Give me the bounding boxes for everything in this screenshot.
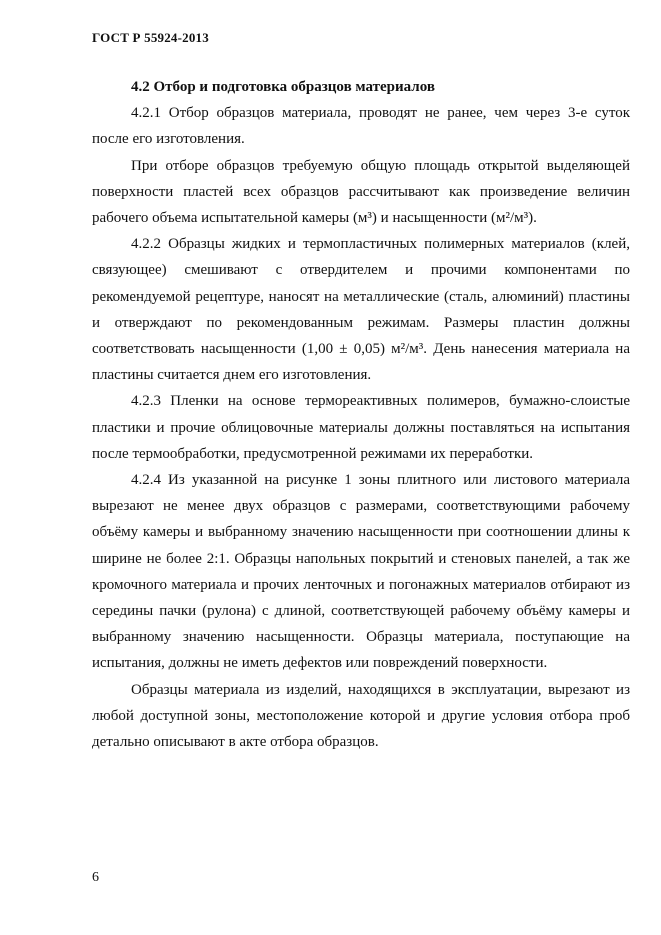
- section-title: 4.2 Отбор и подготовка образцов материалов: [131, 79, 435, 95]
- paragraph-4-2-3: 4.2.3 Пленки на основе термореактивных полимеров, бумажно-слоистые пластики и прочие облицовочные материалы должны поставляться на испытания после термообработки, предусмотренной режимами их переработки.: [92, 393, 630, 462]
- paragraph-4-2-1: 4.2.1 Отбор образцов материала, проводят не ранее, чем через 3-е суток после его изготовления.: [92, 105, 630, 148]
- paragraph-sample-area: При отборе образцов требуемую общую площадь открытой выделяющей поверхности пластей всех образцов рассчитывают как произведение величин рабочего объема испытательной камеры (м³) и насыщенности (м²/м³).: [92, 157, 630, 227]
- standard-header: ГОСТ Р 55924-2013: [92, 30, 209, 45]
- paragraph-4-2-2: 4.2.2 Образцы жидких и термопластичных полимерных материалов (клей, связующее) смешивают с отвердителем и прочими компонентами по рекомендуемой рецептуре, наносят на металлические (сталь, алюминий) пластины и отверждают по рекомендованным режимам. Размеры пластин должны соответствовать насыщенности (1,00 ± 0,05) м²/м³. День нанесения материала на пластины считается днем его изготовления.: [92, 236, 630, 384]
- paragraph-4-2-4: 4.2.4 Из указанной на рисунке 1 зоны плитного или листового материала вырезают не менее двух образцов с размерами, соответствующими рабочему объёму камеры и выбранному значению насыщенности при соотношении длины к ширине не более 2:1. Образцы напольных покрытий и стеновых панелей, а так же кромочного материала и прочих ленточных и погонажных материалов отбирают из середины пачки (рулона) с длиной, соответствующей рабочему объёму камеры и выбранному значению насыщенности. Образцы материала, поступающие на испытания, должны не иметь дефектов или повреждений поверхности.: [92, 472, 630, 672]
- page-number: 6: [92, 870, 99, 885]
- paragraph-in-service-samples: Образцы материала из изделий, находящихся в эксплуатации, вырезают из любой доступной зоны, местоположение которой и другие условия отбора проб детально описывают в акте отбора образцов.: [92, 681, 630, 751]
- main-content: [92, 74, 630, 755]
